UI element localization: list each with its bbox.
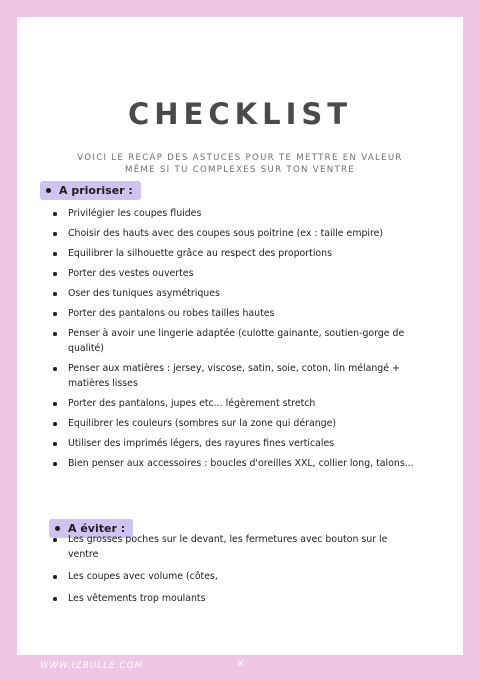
list-item: Choisir des hauts avec des coupes sous poitrine (ex : taille empire) [62, 226, 417, 241]
checklist-page [17, 17, 463, 655]
list-item: Oser des tuniques asymétriques [62, 286, 417, 301]
list-item: Penser à avoir une lingerie adaptée (culotte gainante, soutien-gorge de qualité) [62, 326, 417, 356]
list-item: Porter des vestes ouvertes [62, 266, 417, 281]
footer-website-link[interactable]: WWW.IZBULLE.COM [40, 661, 144, 671]
eviter-list [62, 532, 417, 613]
list-item: Penser aux matières : jersey, viscose, satin, soie, coton, lin mélangé + matières lisses [62, 361, 417, 391]
list-item: Equilibrer la silhouette grâce au respect des proportions [62, 246, 417, 261]
subtitle-line-2: MÊME SI TU COMPLEXES SUR TON VENTRE [124, 165, 355, 175]
list-item: Privilégier les coupes fluides [62, 206, 417, 221]
list-item: Porter des pantalons ou robes tailles hautes [62, 306, 417, 321]
list-item: Porter des pantalons, jupes etc... légèrement stretch [62, 396, 417, 411]
page-title: CHECKLIST [127, 97, 353, 131]
list-item: Equilibrer les couleurs (sombres sur la zone qui dérange) [62, 416, 417, 431]
section-heading-prioriser [40, 181, 141, 200]
bullet-dot-icon [55, 526, 60, 531]
section-heading-label: A prioriser : [59, 184, 133, 197]
bullet-dot-icon [46, 188, 51, 193]
footer-cross-icon: ✕ [236, 659, 245, 670]
page-subtitle [57, 152, 423, 176]
section-heading-label: A éviter : [68, 522, 126, 535]
prioriser-list [62, 206, 417, 476]
list-item: Bien penser aux accessoires : boucles d'oreilles XXL, collier long, talons... [62, 456, 417, 471]
list-item: Les grosses poches sur le devant, les fermetures avec bouton sur le ventre [62, 532, 417, 562]
list-item: Les vêtements trop moulants [62, 591, 417, 606]
list-item: Utiliser des imprimés légers, des rayures fines verticales [62, 436, 417, 451]
subtitle-line-1: VOICI LE RECAP DES ASTUCES POUR TE METTRE EN VALEUR [77, 153, 403, 163]
list-item: Les coupes avec volume (côtes, [62, 569, 417, 584]
